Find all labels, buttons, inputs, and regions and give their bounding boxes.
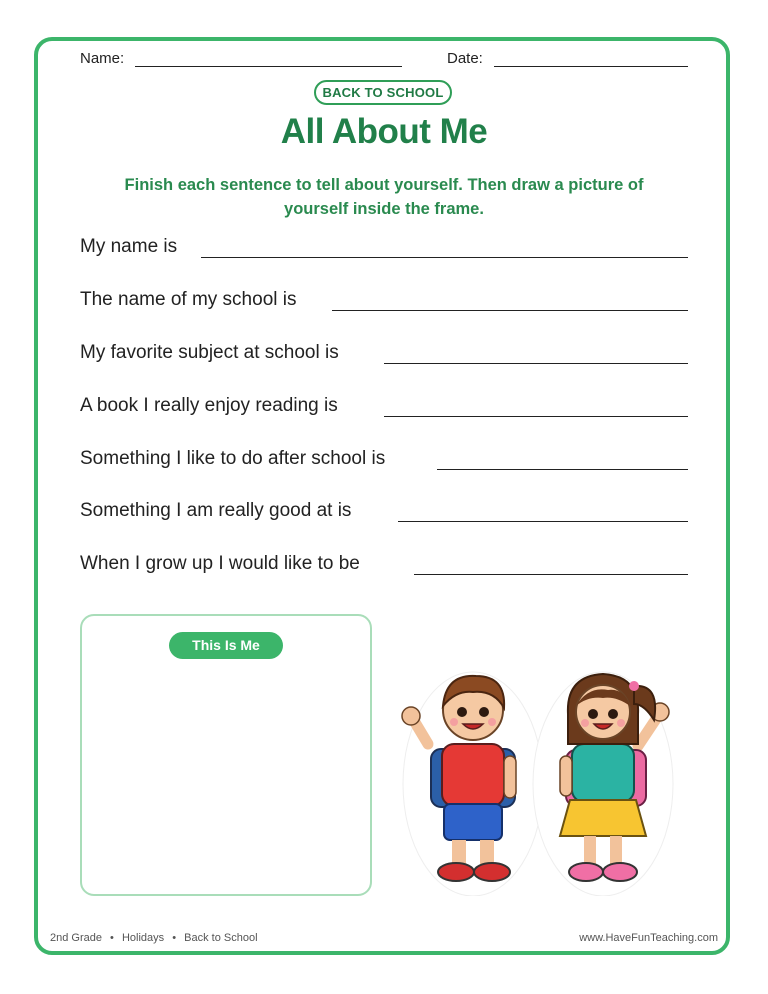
answer-line-subject[interactable] — [384, 363, 688, 364]
footer-website[interactable]: www.HaveFunTeaching.com — [579, 932, 718, 944]
answer-line-name[interactable] — [201, 257, 688, 258]
answer-line-school[interactable] — [332, 310, 688, 311]
prompt-good-at: Something I am really good at is — [80, 500, 352, 521]
prompt-book: A book I really enjoy reading is — [80, 395, 338, 416]
page-title: All About Me — [280, 112, 488, 151]
instructions: Finish each sentence to tell about yourself. Then draw a picture of yourself inside the frame. — [124, 176, 644, 218]
date-label: Date: — [447, 50, 483, 67]
name-label: Name: — [80, 50, 125, 67]
footer-topic: Back to School — [184, 932, 258, 944]
category-badge: BACK TO SCHOOL — [314, 80, 452, 105]
footer-tags: 2nd Grade • Holidays • Back to School — [50, 932, 258, 944]
answer-line-book[interactable] — [384, 416, 688, 417]
kids-waving-icon — [398, 664, 688, 896]
prompt-name: My name is — [80, 236, 178, 257]
prompt-grow-up: When I grow up I would like to be — [80, 553, 360, 574]
answer-line-grow-up[interactable] — [414, 574, 688, 575]
name-input-line[interactable] — [135, 66, 402, 67]
prompt-after-school: Something I like to do after school is — [80, 448, 386, 469]
boy-figure — [402, 672, 543, 896]
footer-grade: 2nd Grade — [50, 932, 102, 944]
prompt-school: The name of my school is — [80, 289, 297, 310]
prompt-subject: My favorite subject at school is — [80, 342, 339, 363]
date-input-line[interactable] — [494, 66, 688, 67]
footer-subject: Holidays — [121, 932, 165, 944]
answer-line-good-at[interactable] — [398, 521, 688, 522]
answer-line-after-school[interactable] — [437, 469, 688, 470]
drawing-frame-label: This Is Me — [169, 632, 283, 659]
girl-figure — [533, 672, 673, 896]
